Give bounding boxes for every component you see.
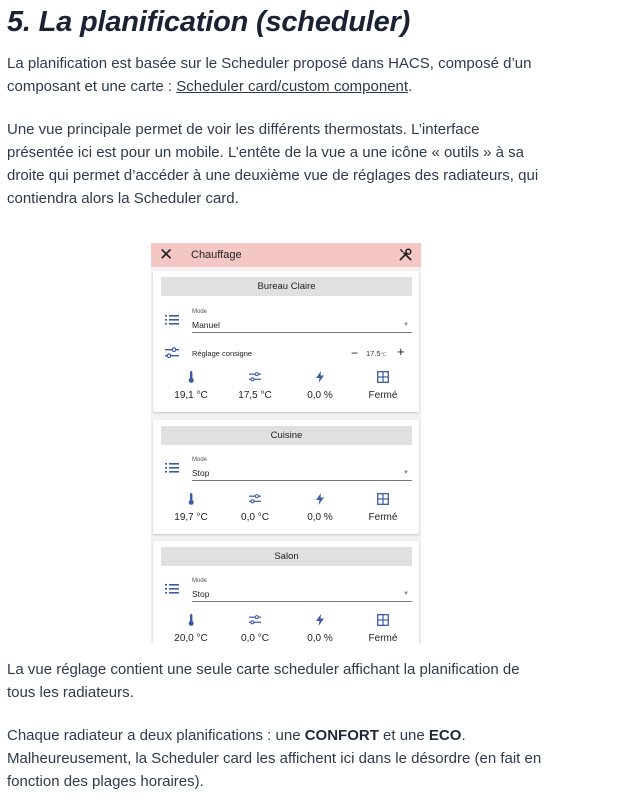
paragraph-intro [7, 52, 597, 98]
paragraph-schedules-line3: fonction des plages horaires). [7, 773, 204, 790]
section-heading: 5. La planification (scheduler) [7, 6, 411, 38]
power-value: 0,0 % [307, 633, 333, 643]
app-title: Chauffage [191, 249, 242, 261]
sliders-icon [165, 347, 179, 359]
window-status [353, 493, 413, 523]
current-temperature [161, 371, 221, 401]
paragraph-main-view-line4: contiendra alors la Scheduler card. [7, 190, 239, 207]
room-card-bureau-claire [153, 271, 419, 412]
mode-label: Mode [192, 578, 208, 584]
mode-label: Mode [192, 457, 208, 463]
heating-power [290, 493, 350, 523]
paragraph-schedules-prefix: Chaque radiateur a deux planifications : une [7, 727, 305, 744]
close-icon[interactable]: ✕ [159, 245, 174, 264]
sliders-icon [249, 493, 261, 505]
paragraph-intro-line2-prefix: composant et une carte : [7, 78, 177, 95]
window-icon [377, 614, 389, 626]
paragraph-main-view [7, 118, 597, 210]
thermometer-icon [187, 371, 195, 383]
target-temperature [225, 371, 285, 401]
window-value: Fermé [368, 390, 398, 401]
sliders-icon [249, 371, 261, 383]
chevron-down-icon: ▼ [403, 470, 409, 476]
paragraph-intro-line1: La planification est basée sur le Scheduler proposé dans HACS, composé d’un [7, 55, 532, 72]
setpoint-value [366, 349, 387, 358]
lightning-icon [316, 614, 324, 626]
list-icon [165, 462, 179, 474]
mode-underline [192, 480, 412, 481]
room-name: Salon [161, 547, 412, 566]
room-name: Cuisine [161, 426, 412, 445]
chevron-down-icon: ▼ [403, 591, 409, 597]
paragraph-intro-line2-suffix: . [408, 78, 413, 95]
paragraph-main-view-line3: droite qui permet d’accéder à une deuxième vue de réglages des radiateurs, qui [7, 167, 539, 184]
paragraph-settings-view-line2: tous les radiateurs. [7, 684, 134, 701]
window-icon [377, 493, 389, 505]
heating-power [290, 371, 350, 401]
mobile-screenshot [151, 243, 421, 643]
heating-power [290, 614, 350, 643]
window-status [353, 371, 413, 401]
paragraph-settings-view [7, 658, 597, 704]
paragraph-main-view-line2: présentée ici est pour un mobile. L’entête de la vue a une icône « outils » à sa [7, 144, 525, 161]
target-temperature [225, 614, 285, 643]
target-temperature [225, 493, 285, 523]
target-value: 17,5 °C [238, 390, 272, 401]
eco-keyword: ECO [428, 727, 462, 744]
target-value: 0,0 °C [241, 512, 269, 523]
room-card-salon [153, 541, 419, 643]
increase-setpoint-button[interactable]: + [397, 344, 405, 359]
lightning-icon [316, 371, 324, 383]
window-icon [377, 371, 389, 383]
mode-label: Mode [192, 309, 208, 315]
mode-select[interactable]: Stop [192, 468, 210, 478]
lightning-icon [316, 493, 324, 505]
list-icon [165, 314, 179, 326]
target-value: 0,0 °C [241, 633, 269, 643]
app-header [151, 243, 421, 267]
thermometer-icon [187, 493, 195, 505]
room-name: Bureau Claire [161, 277, 412, 296]
window-value: Fermé [368, 512, 398, 523]
mode-underline [192, 332, 412, 333]
temperature-value: 19,1 °C [174, 390, 208, 401]
confort-keyword: CONFORT [304, 727, 379, 744]
mode-select[interactable]: Manuel [192, 320, 220, 330]
tools-icon[interactable] [398, 247, 413, 262]
paragraph-schedules-line2: Malheureusement, la Scheduler card les affichent ici dans le désordre (en fait en [7, 750, 542, 767]
paragraph-main-view-line1: Une vue principale permet de voir les différents thermostats. L’interface [7, 121, 480, 138]
chevron-down-icon: ▼ [403, 322, 409, 328]
temperature-value: 19,7 °C [174, 512, 208, 523]
paragraph-schedules-mid: et une [378, 727, 429, 744]
power-value: 0,0 % [307, 512, 333, 523]
paragraph-settings-view-line1: La vue réglage contient une seule carte scheduler affichant la planification de [7, 661, 520, 678]
temperature-value: 20,0 °C [174, 633, 208, 643]
thermometer-icon [187, 614, 195, 626]
window-status [353, 614, 413, 643]
paragraph-schedules-suffix: . [461, 727, 466, 744]
setpoint-number: 17.5 [366, 349, 381, 358]
current-temperature [161, 493, 221, 523]
mode-underline [192, 601, 412, 602]
paragraph-schedules [7, 724, 597, 793]
power-value: 0,0 % [307, 390, 333, 401]
list-icon [165, 583, 179, 595]
scheduler-card-link[interactable]: Scheduler card/custom component [176, 78, 409, 95]
setpoint-label: Réglage consigne [192, 349, 253, 358]
window-value: Fermé [368, 633, 398, 643]
decrease-setpoint-button[interactable]: − [351, 346, 359, 360]
sliders-icon [249, 614, 261, 626]
mode-select[interactable]: Stop [192, 589, 210, 599]
current-temperature [161, 614, 221, 643]
room-card-cuisine [153, 420, 419, 534]
setpoint-unit: °C [380, 352, 387, 358]
